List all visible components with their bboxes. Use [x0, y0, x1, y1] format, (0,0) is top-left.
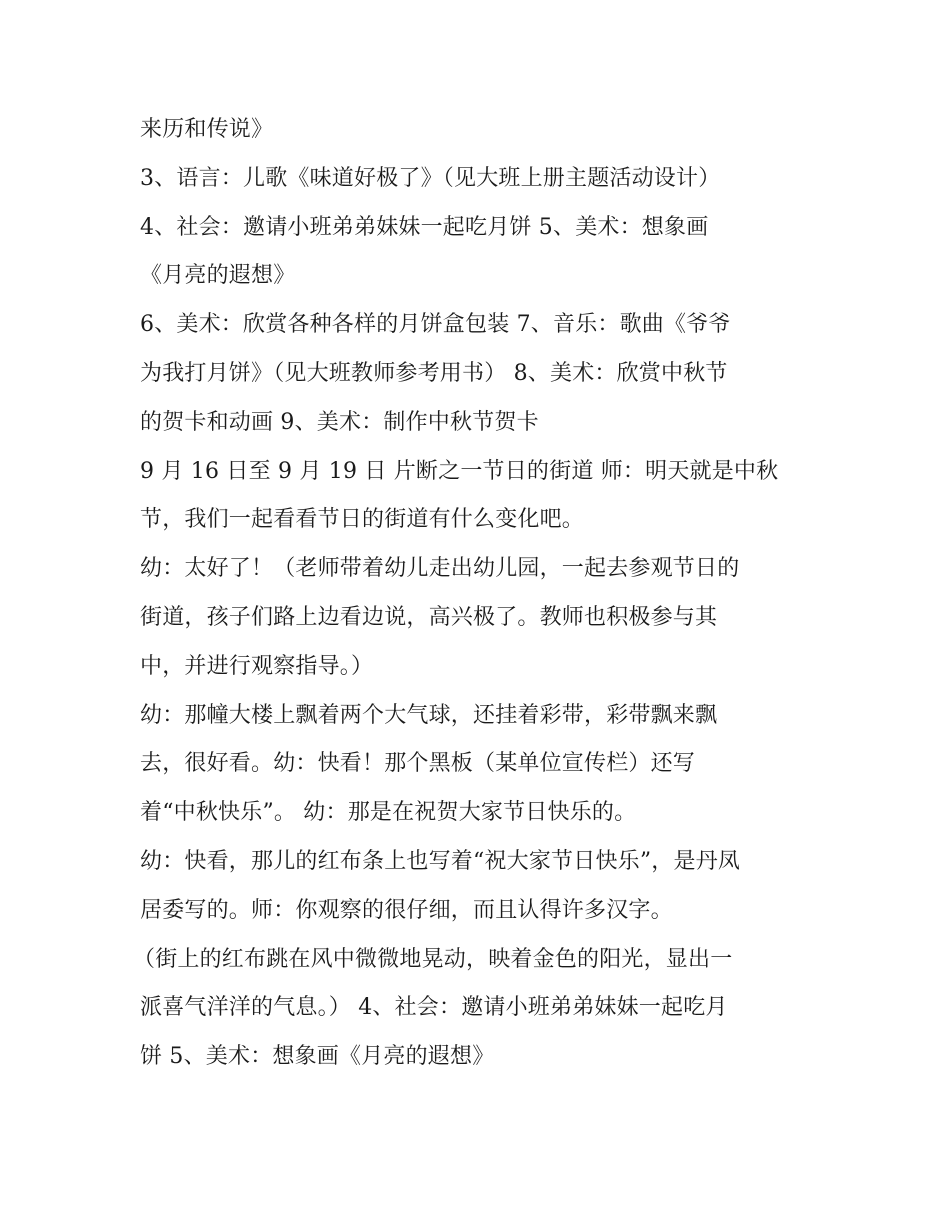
text-line: 来历和传说》 [140, 117, 274, 142]
text-line: 去，很好看。幼：快看！那个黑板（某单位宣传栏）还写 [140, 751, 696, 777]
text-line: 6、美术：欣赏各种各样的月饼盒包装 7、音乐：歌曲《爷爷 [140, 312, 731, 338]
text-line: 幼：那幢大楼上飘着两个大气球，还挂着彩带，彩带飘来飘 [140, 702, 718, 728]
text-line: （街上的红布跳在风中微微地晃动，映着金色的阳光，显出一 [133, 946, 733, 972]
text-line: 饼 5、美术：想象画《月亮的遐想》 [140, 1044, 495, 1070]
text-line: 的贺卡和动画 9、美术：制作中秋节贺卡 [140, 409, 539, 435]
text-line: 居委写的。师：你观察的很仔细，而且认得许多汉字。 [140, 897, 673, 923]
text-line: 幼：太好了！（老师带着幼儿走出幼儿园，一起去参观节日的 [140, 556, 740, 582]
text-line: 街道，孩子们路上边看边说，高兴极了。教师也积极参与其 [140, 604, 718, 630]
document-body [133, 106, 830, 1082]
text-line: 9 月 16 日至 9 月 19 日 片断之一节日的街道 师：明天就是中秋 [140, 458, 779, 484]
text-line: 4、社会：邀请小班弟弟妹妹一起吃月饼 5、美术：想象画 [140, 214, 709, 240]
text-line: 3、语言：儿歌《味道好极了》（见大班上册主题活动设计） [140, 165, 721, 191]
text-line: 幼：快看，那儿的红布条上也写着“祝大家节日快乐”，是丹凤 [140, 848, 741, 874]
text-line: 节，我们一起看看节日的街道有什么变化吧。 [140, 507, 585, 533]
text-line: 派喜气洋洋的气息。） 4、社会：邀请小班弟弟妹妹一起吃月 [140, 995, 728, 1021]
text-line: 中，并进行观察指导。） [140, 653, 374, 679]
text-line: 着“中秋快乐”。 幼：那是在祝贺大家节日快乐的。 [140, 800, 637, 826]
text-line: 为我打月饼》（见大班教师参考用书） 8、美术：欣赏中秋节 [140, 360, 728, 386]
text-line: 《月亮的遐想》 [140, 263, 296, 289]
